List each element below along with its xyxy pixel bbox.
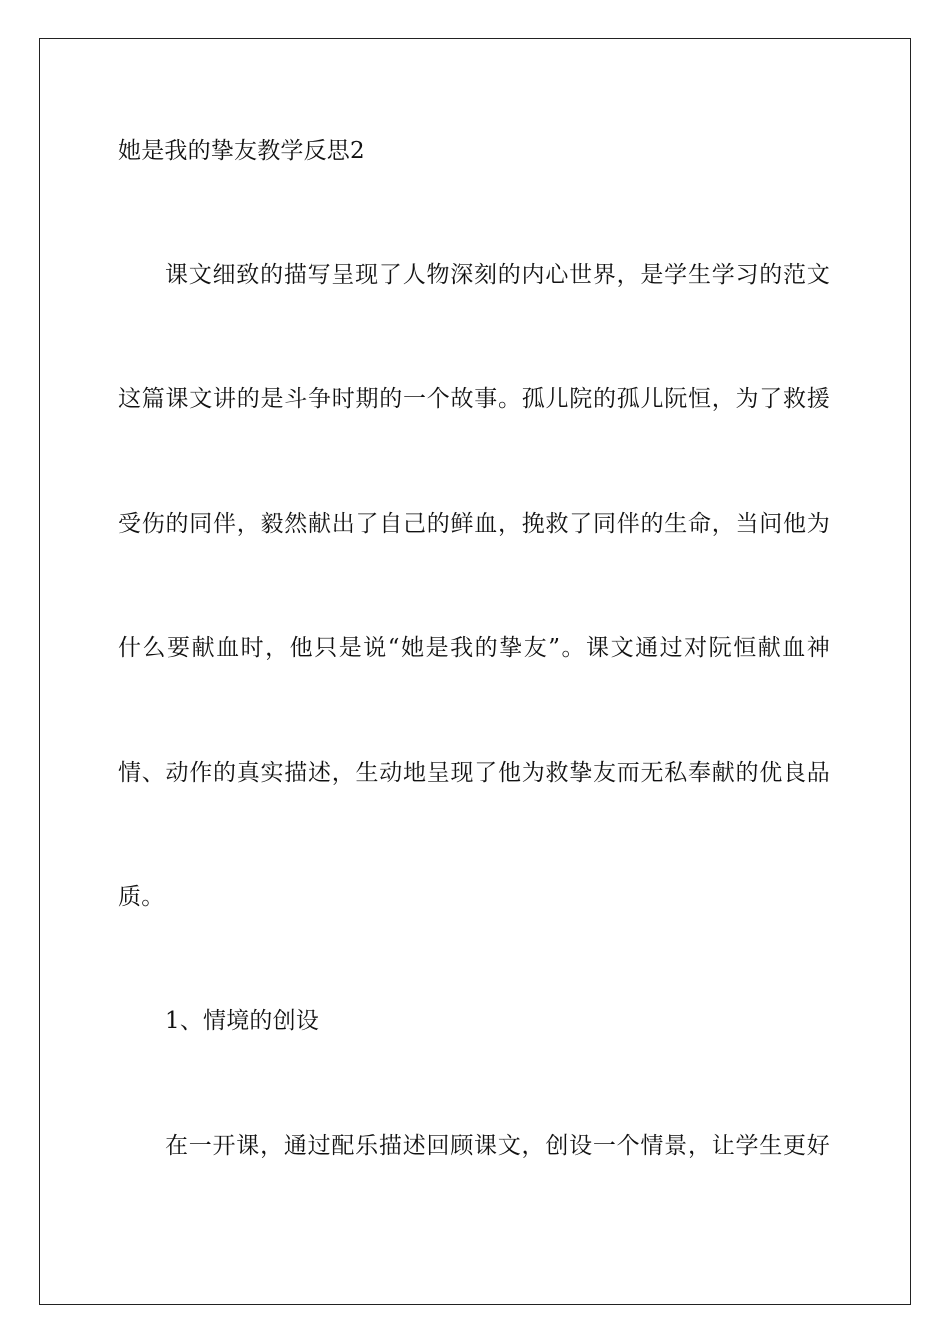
section-heading: 1、情境的创设 [165,1008,320,1034]
paragraph-line: 受伤的同伴，毅然献出了自己的鲜血，挽救了同伴的生命，当问他为 [118,511,830,537]
paragraph-line: 情、动作的真实描述，生动地呈现了他为救挚友而无私奉献的优良品 [118,760,830,786]
paragraph-line: 什么要献血时，他只是说“她是我的挚友”。课文通过对阮恒献血神 [118,635,830,661]
page-border [39,38,911,1305]
document-title: 她是我的挚友教学反思2 [118,138,365,164]
paragraph-line: 质。 [118,884,165,910]
paragraph-line: 这篇课文讲的是斗争时期的一个故事。孤儿院的孤儿阮恒，为了救援 [118,386,830,412]
paragraph-line: 课文细致的描写呈现了人物深刻的内心世界，是学生学习的范文 [165,262,830,288]
paragraph-line: 在一开课，通过配乐描述回顾课文，创设一个情景，让学生更好 [165,1133,830,1159]
